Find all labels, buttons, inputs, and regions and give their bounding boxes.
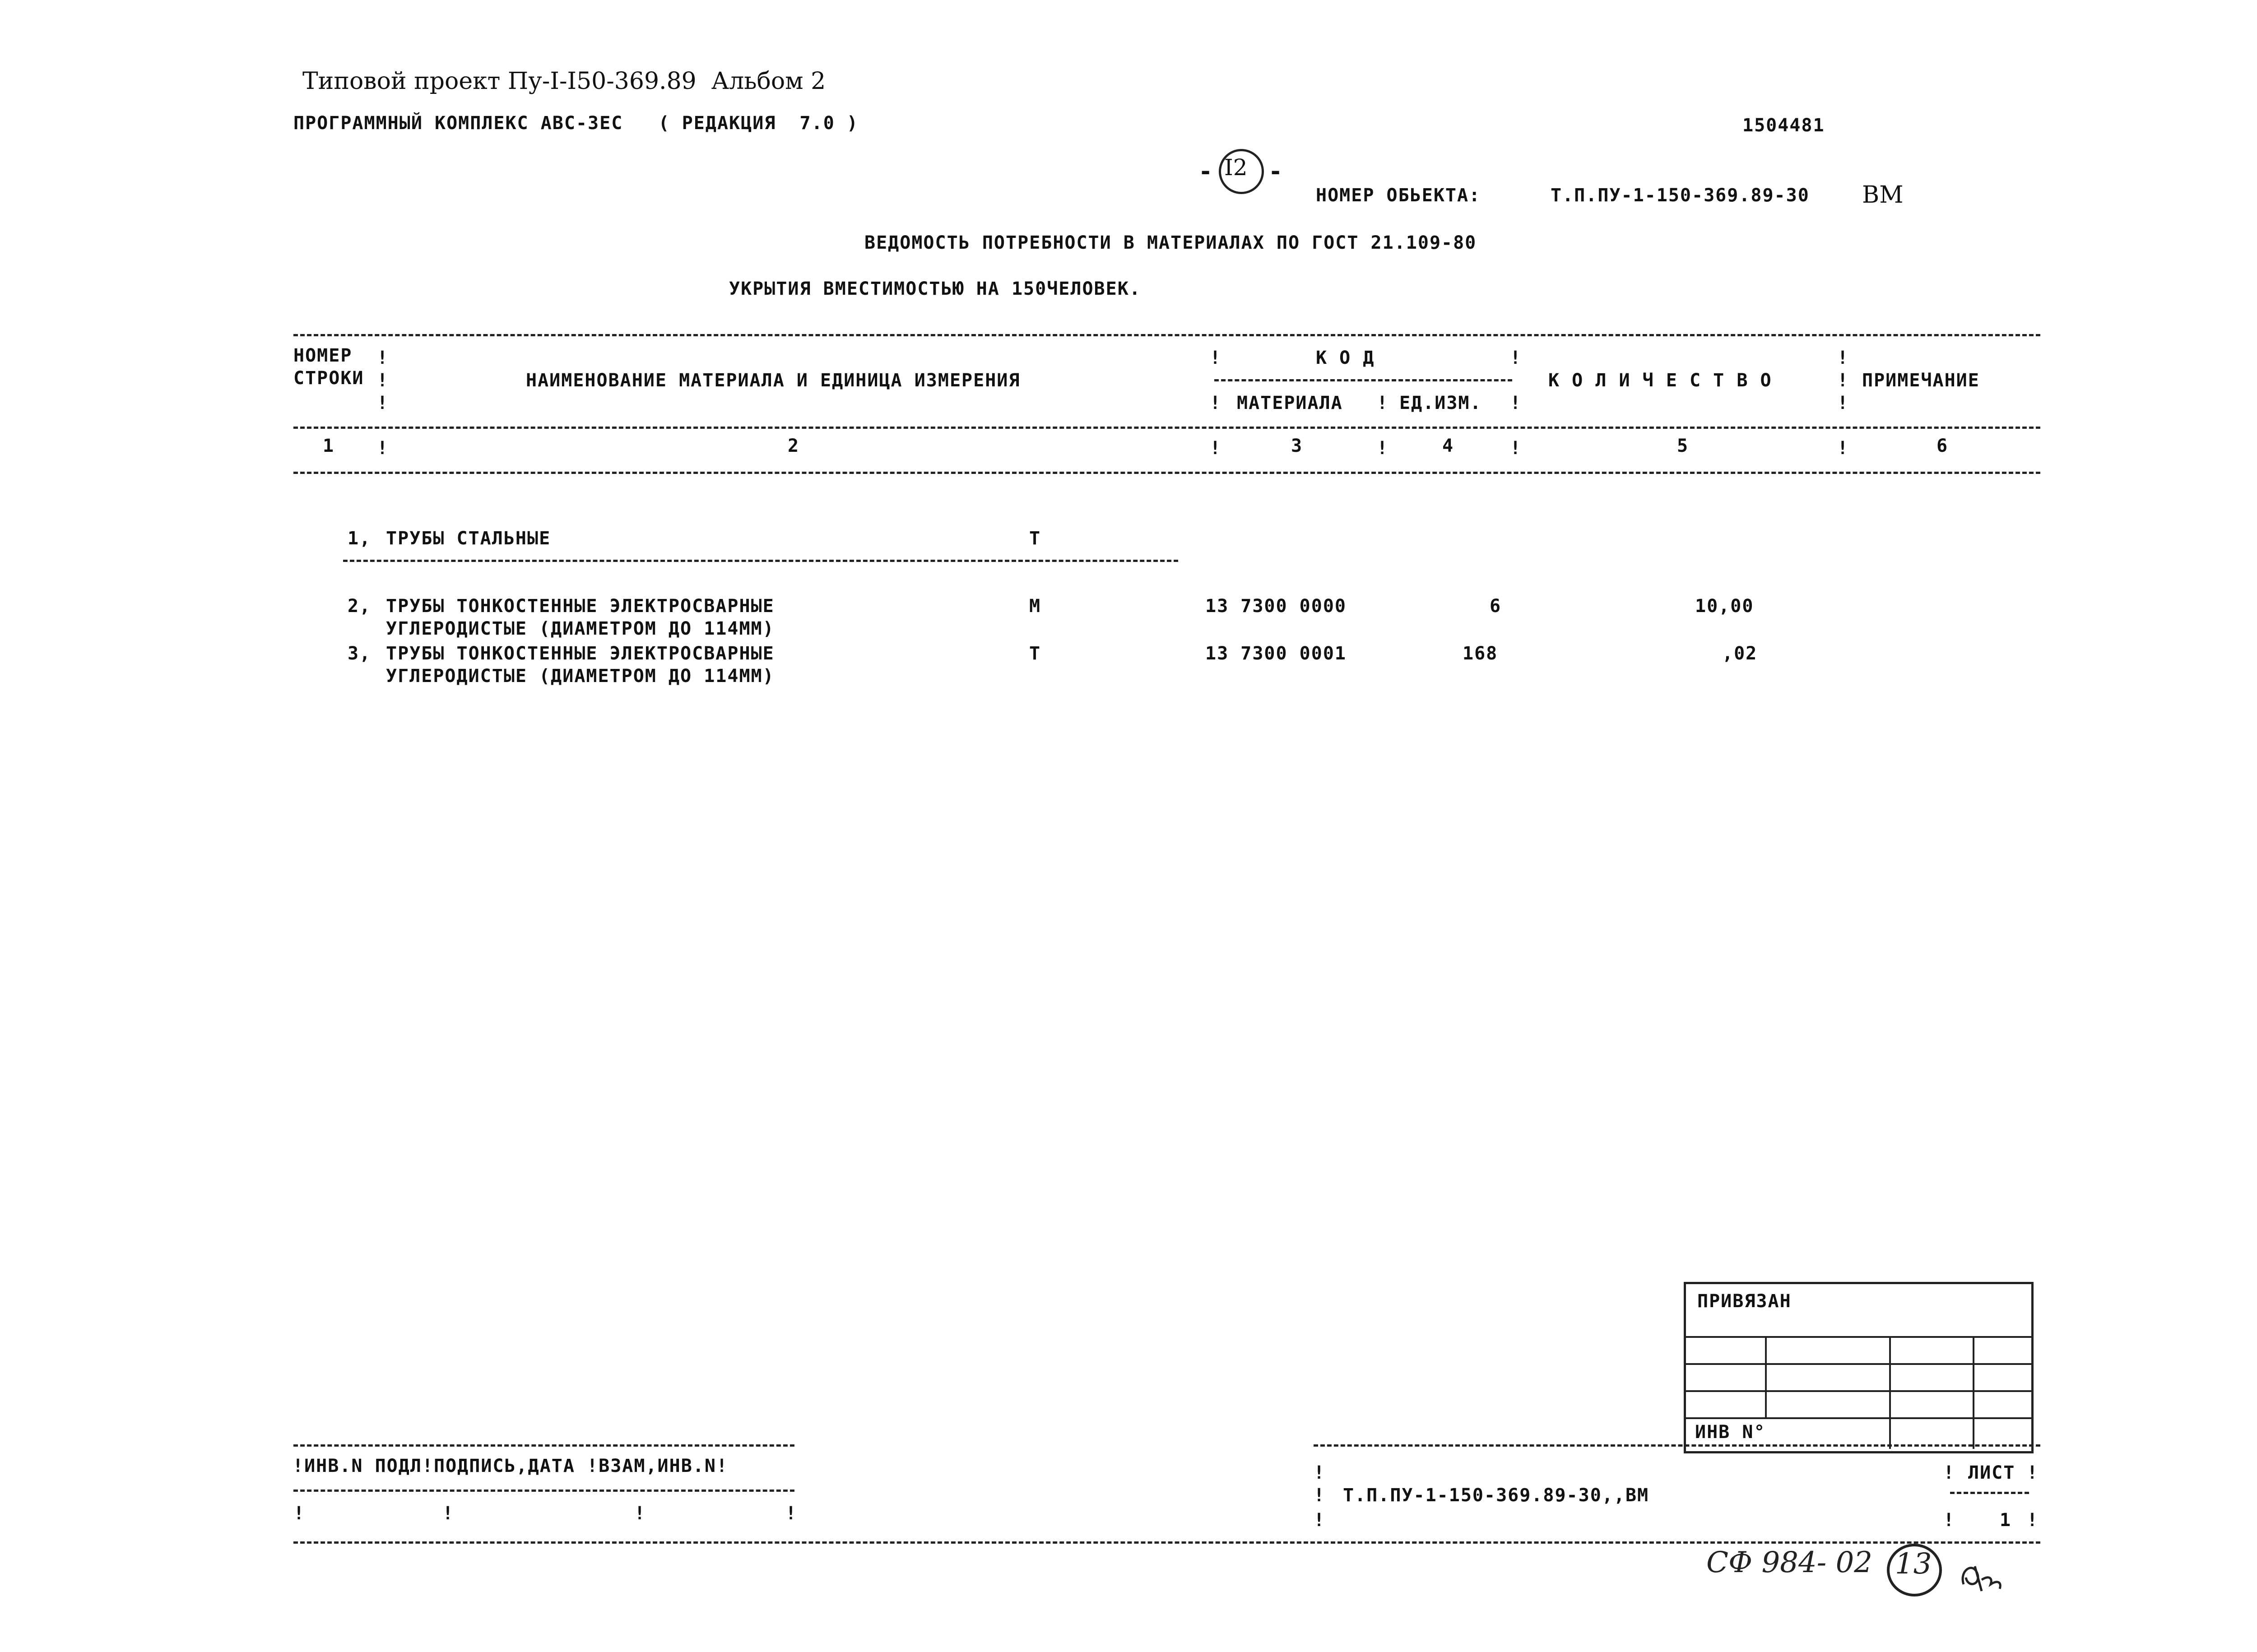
row-quantity: ,02 xyxy=(1722,643,1758,664)
footer-left-mid-line xyxy=(293,1490,794,1492)
sep-8: ! xyxy=(1510,393,1522,413)
doc-code: 1504481 xyxy=(1742,115,1825,136)
num-sep-1: ! xyxy=(377,438,389,459)
stamp-col-line-2 xyxy=(1889,1336,1891,1449)
footer-sheet-sep-3: ! xyxy=(1943,1510,1955,1531)
row-unit-code: 6 xyxy=(1490,596,1502,617)
footer-sheet-sep-2: ! xyxy=(2027,1462,2039,1483)
object-value: Т.П.ПУ-1-150-369.89-30 xyxy=(1551,185,1810,206)
sep-4: ! xyxy=(1210,348,1222,368)
row-unit: Т xyxy=(1029,643,1041,664)
row-unit-code: 168 xyxy=(1463,643,1498,664)
program-line: ПРОГРАММНЫЙ КОМПЛЕКС АВС-3ЕС ( РЕДАКЦИЯ 7.0 ) xyxy=(293,113,859,134)
code-split-line xyxy=(1214,379,1512,381)
sep-1: ! xyxy=(377,348,389,368)
footer-sheet-label: ЛИСТ xyxy=(1968,1462,2016,1483)
footer-left-sep-3: ! xyxy=(634,1503,646,1524)
object-label: НОМЕР ОБЬЕКТА: xyxy=(1316,185,1481,206)
stamp-row-line-1 xyxy=(1684,1336,2031,1338)
col-name-header: НАИМЕНОВАНИЕ МАТЕРИАЛА И ЕДИНИЦА ИЗМЕРЕНИЯ xyxy=(526,370,1021,391)
page-subtitle: УКРЫТИЯ ВМЕСТИМОСТЬЮ НА 150ЧЕЛОВЕК. xyxy=(729,278,1141,299)
footer-sheet-sep-4: ! xyxy=(2027,1510,2039,1531)
row-number: 2, xyxy=(348,596,372,617)
num-sep-2: ! xyxy=(1210,438,1222,459)
col-note-header: ПРИМЕЧАНИЕ xyxy=(1862,370,1980,391)
col-number-header-1: НОМЕР xyxy=(293,345,353,366)
row-name-cont: УГЛЕРОДИСТЫЕ (ДИАМЕТРОМ ДО 114ММ) xyxy=(386,666,775,687)
num-sep-5: ! xyxy=(1837,438,1849,459)
page-mark: I2 xyxy=(1224,154,1248,181)
stamp-row-line-4 xyxy=(1684,1417,2031,1419)
row-unit: М xyxy=(1029,596,1041,617)
footer-left-sep-2: ! xyxy=(442,1503,455,1524)
sep-10: ! xyxy=(1837,370,1849,391)
row-material-code: 13 7300 0000 xyxy=(1205,596,1347,617)
footer-right-sep-2: ! xyxy=(1314,1485,1326,1506)
footer-left-sep-4: ! xyxy=(785,1503,798,1524)
stamp-row-line-3 xyxy=(1684,1390,2031,1392)
sep-3: ! xyxy=(377,393,389,413)
stamp-row-line-2 xyxy=(1684,1363,2031,1365)
page-mark-left-dash: - xyxy=(1198,158,1214,185)
row-material-code: 13 7300 0001 xyxy=(1205,643,1347,664)
footer-bottom-line xyxy=(293,1541,2040,1544)
col-num-4: 4 xyxy=(1442,436,1454,456)
sep-5: ! xyxy=(1210,393,1222,413)
col-num-1: 1 xyxy=(323,436,335,456)
col-num-5: 5 xyxy=(1677,436,1689,456)
row-number: 3, xyxy=(348,643,372,664)
table-top-line xyxy=(293,334,2040,336)
footer-left-sep-1: ! xyxy=(293,1503,306,1524)
table-numbers-bottom-line xyxy=(293,472,2040,474)
footer-right-sep-1: ! xyxy=(1314,1462,1326,1483)
col-num-3: 3 xyxy=(1291,436,1303,456)
row-name: ТРУБЫ ТОНКОСТЕННЫЕ ЭЛЕКТРОСВАРНЫЕ xyxy=(386,643,775,664)
footer-inv-podl: !ИНВ.N ПОДЛ!ПОДПИСЬ,ДАТА !ВЗАМ,ИНВ.N! xyxy=(293,1456,729,1476)
stamp-col-line-3 xyxy=(1973,1336,1974,1449)
page-mark-right-dash: - xyxy=(1268,158,1284,185)
stamp-inv-label: ИНВ N° xyxy=(1695,1422,1766,1443)
footer-sheet-divider xyxy=(1950,1492,2029,1494)
footer-left-top-line xyxy=(293,1444,794,1447)
footer-right-top-line xyxy=(1314,1444,2040,1447)
footer-sheet-sep-1: ! xyxy=(1943,1462,1955,1483)
num-sep-3: ! xyxy=(1377,438,1389,459)
num-sep-4: ! xyxy=(1510,438,1522,459)
col-quantity-header: К О Л И Ч Е С Т В О xyxy=(1548,370,1772,391)
row-unit: Т xyxy=(1029,528,1041,549)
col-num-2: 2 xyxy=(788,436,800,456)
object-suffix: ВМ xyxy=(1862,181,1904,209)
stamp-col-line-1 xyxy=(1765,1336,1767,1417)
sep-11: ! xyxy=(1837,393,1849,413)
sep-9: ! xyxy=(1837,348,1849,368)
col-num-6: 6 xyxy=(1937,436,1949,456)
col-code-unit-header: ЕД.ИЗМ. xyxy=(1399,393,1482,413)
row-number: 1, xyxy=(348,528,372,549)
row-name: ТРУБЫ СТАЛЬНЫЕ xyxy=(386,528,551,549)
row-name: ТРУБЫ ТОНКОСТЕННЫЕ ЭЛЕКТРОСВАРНЫЕ xyxy=(386,596,775,617)
signature-mark xyxy=(1955,1553,2009,1598)
row-underline xyxy=(343,560,1178,562)
binding-stamp-label: ПРИВЯЗАН xyxy=(1697,1291,1792,1312)
row-name-cont: УГЛЕРОДИСТЫЕ (ДИАМЕТРОМ ДО 114ММ) xyxy=(386,618,775,639)
handwritten-note: СФ 984- 02 xyxy=(1706,1546,1872,1579)
handwritten-circle-number: 13 xyxy=(1895,1547,1932,1581)
project-line: Типовой проект Пу-I-I50-369.89 Альбом 2 xyxy=(302,68,826,95)
sep-6: ! xyxy=(1377,393,1389,413)
sep-2: ! xyxy=(377,370,389,391)
page-title: ВЕДОМОСТЬ ПОТРЕБНОСТИ В МАТЕРИАЛАХ ПО ГОСТ 21.109-80 xyxy=(864,232,1477,253)
col-code-material-header: МАТЕРИАЛА xyxy=(1237,393,1343,413)
col-number-header-2: СТРОКИ xyxy=(293,368,364,389)
footer-right-sep-3: ! xyxy=(1314,1510,1326,1531)
footer-doc-ref: Т.П.ПУ-1-150-369.89-30,,ВМ xyxy=(1343,1485,1649,1506)
footer-sheet-number: 1 xyxy=(2000,1510,2012,1531)
row-quantity: 10,00 xyxy=(1695,596,1754,617)
col-code-header: К О Д xyxy=(1316,348,1375,368)
table-header-bottom-line xyxy=(293,427,2040,429)
sep-7: ! xyxy=(1510,348,1522,368)
